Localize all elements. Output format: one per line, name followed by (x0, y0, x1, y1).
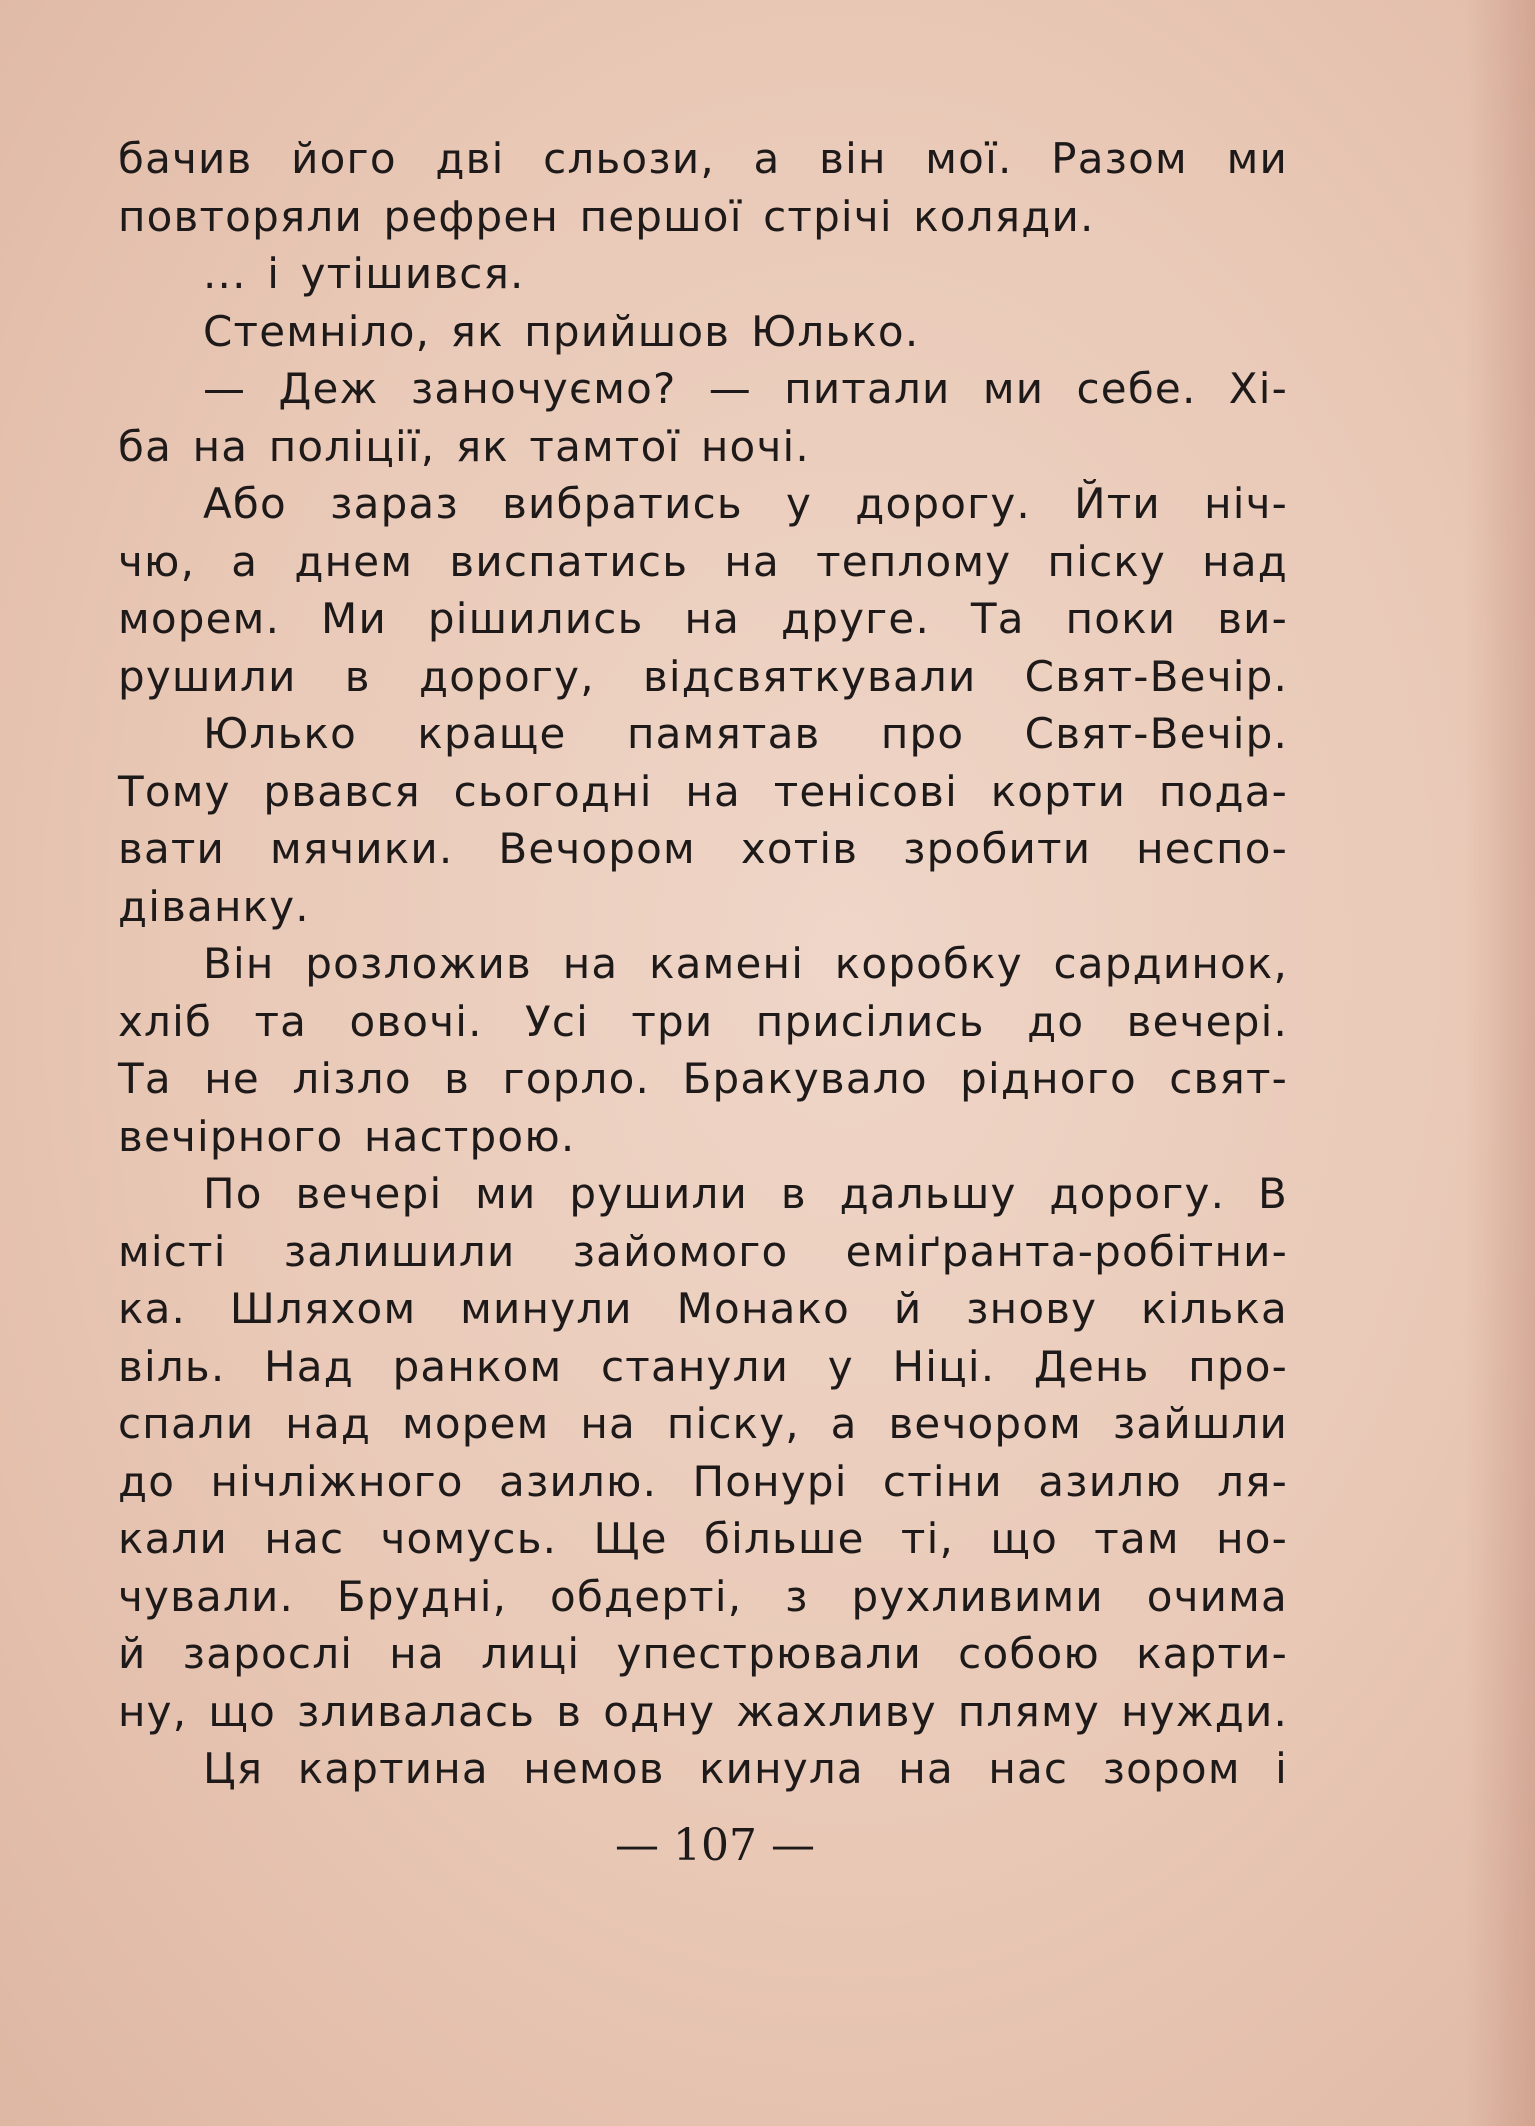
text-line: хліб та овочі. Усі три присілись до вечері. (118, 996, 1288, 1046)
text-line: чували. Брудні, обдерті, з рухливими очима (118, 1571, 1288, 1621)
text-line: до нічліжного азилю. Понурі стіни азилю ля- (118, 1456, 1288, 1506)
text-line: рушили в дорогу, відсвяткували Свят-Вечір. (118, 651, 1288, 701)
text-line: Тому рвався сьогодні на тенісові корти пода- (118, 766, 1288, 816)
text-line: ... і утішився. (203, 249, 525, 298)
text-line: ка. Шляхом минули Монако й знову кілька (118, 1284, 1288, 1333)
text-line: вати мячики. Вечором хотів зробити неспо- (118, 824, 1288, 873)
text-line: чю, а днем виспатись на теплому піску над (118, 536, 1288, 586)
text-line: морем. Ми рішились на друге. Та поки ви- (118, 594, 1288, 643)
text-line: Стемніло, як прийшов Юлько. (203, 306, 920, 356)
text-line: ба на поліції, як тамтої ночі. (118, 421, 810, 471)
body-text (118, 130, 1288, 1798)
text-line: й зарослі на лиці упестрювали собою карти- (118, 1629, 1288, 1678)
text-line: бачив його дві сльози, а він мої. Разом ми (118, 134, 1288, 183)
text-line: вечірного настрою. (118, 1111, 576, 1161)
text-line: спали над морем на піску, а вечором зайшли (118, 1399, 1288, 1448)
text-line: повторяли рефрен першої стрічі коляди. (118, 191, 1095, 241)
text-line: кали нас чомусь. Ще більше ті, що там но- (118, 1514, 1288, 1563)
text-line: Та не лізло в горло. Бракувало рідного свят- (118, 1054, 1288, 1103)
text-line: місті залишили зайомого еміґранта-робітни- (118, 1226, 1288, 1276)
text-line: Або зараз вибратись у дорогу. Йти ніч- (203, 479, 1288, 528)
text-line: віль. Над ранком станули у Ніці. День про- (118, 1341, 1288, 1391)
text-line: Юлько краще памятав про Свят-Вечір. (203, 709, 1288, 758)
text-line: Ця картина немов кинула на нас зором і (203, 1744, 1288, 1793)
text-line: По вечері ми рушили в дальшу дорогу. В (203, 1169, 1288, 1218)
text-line: — Деж заночуємо? — питали ми себе. Хі- (203, 364, 1288, 413)
page-number: — 107 — (615, 1820, 815, 1871)
text-line: Він розложив на камені коробку сардинок, (203, 939, 1288, 988)
text-line: діванку. (118, 881, 310, 931)
text-line: ну, що зливалась в одну жахливу пляму нужди. (118, 1686, 1288, 1736)
